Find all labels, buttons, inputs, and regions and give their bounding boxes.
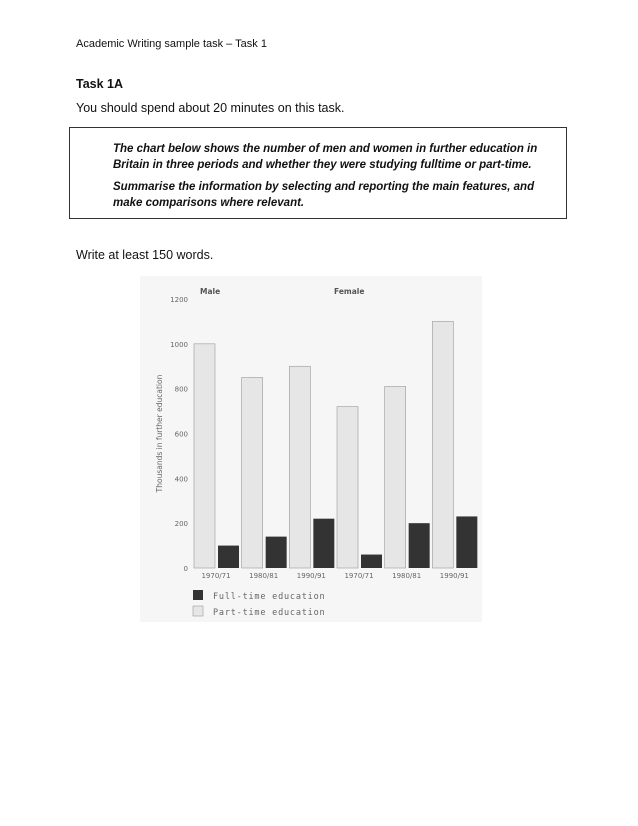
task-description: The chart below shows the number of men and women in further education in Britain in three periods and whether they were studying fulltime or part-time.: [113, 143, 538, 171]
bar-part-time: [242, 377, 263, 568]
bar-part-time: [337, 407, 358, 568]
time-instruction: You should spend about 20 minutes on this task.: [76, 101, 345, 115]
x-tick-label: 1980/81: [249, 572, 279, 580]
bar-part-time: [432, 321, 453, 568]
bar-part-time: [385, 386, 406, 568]
bar-full-time: [456, 516, 477, 568]
task-summary-instruction: Summarise the information by selecting and reporting the main features, and make comparisons where relevant.: [113, 181, 535, 209]
chart-svg: [140, 276, 482, 622]
x-tick-label: 1990/91: [439, 572, 469, 580]
bar-full-time: [266, 537, 287, 568]
y-tick-label: 0: [183, 565, 188, 573]
group-label-male: Male: [200, 287, 221, 296]
y-axis-label: Thousands in further education: [155, 374, 164, 493]
bar-full-time: [409, 523, 430, 568]
legend-label-full-time: Full-time education: [213, 592, 326, 602]
y-tick-label: 200: [174, 520, 188, 529]
y-tick-label: 1000: [170, 340, 188, 349]
x-tick-label: 1970/71: [344, 572, 374, 580]
x-tick-label: 1980/81: [392, 572, 422, 580]
y-tick-label: 400: [174, 475, 188, 484]
task-prompt-box: [69, 127, 567, 219]
legend-swatch-full-time: [193, 590, 203, 600]
bar-full-time: [361, 555, 382, 568]
x-tick-label: 1970/71: [201, 572, 231, 580]
bar-part-time: [289, 366, 310, 568]
bar-full-time: [218, 546, 239, 568]
group-label-female: Female: [334, 287, 365, 296]
bar-full-time: [313, 519, 334, 568]
education-chart: [140, 276, 482, 622]
y-tick-label: 600: [174, 430, 188, 439]
legend-swatch-part-time: [193, 606, 203, 616]
x-tick-label: 1990/91: [296, 572, 326, 580]
y-tick-label: 800: [174, 385, 188, 394]
task-title: Task 1A: [76, 77, 124, 91]
y-tick-label: 1200: [170, 296, 188, 304]
legend-label-part-time: Part-time education: [213, 608, 326, 618]
word-count-instruction: Write at least 150 words.: [76, 248, 214, 262]
bar-part-time: [194, 344, 215, 568]
page-header: Academic Writing sample task – Task 1: [76, 38, 267, 50]
